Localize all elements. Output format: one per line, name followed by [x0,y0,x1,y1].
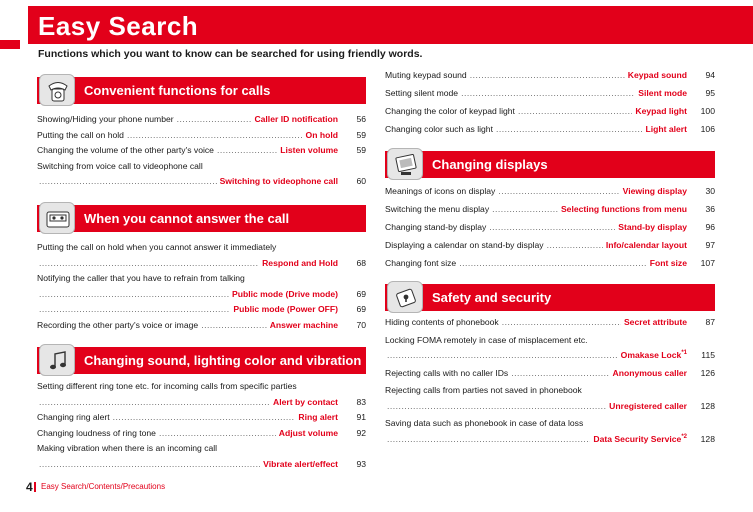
page-number: 70 [356,319,366,330]
section-title: When you cannot answer the call [84,211,290,226]
section-header [37,77,366,106]
function-link[interactable]: Info/calendar layout [605,240,687,250]
page-number: 69 [356,288,366,299]
entry-text: Changing the volume of the other party's voice [37,145,214,155]
section-calls [37,77,366,190]
list-item[interactable] [385,220,715,238]
entry-text: Notifying the caller that you have to refrain from talking [37,273,245,283]
entry-text: Making vibration when there is an incoming call [37,443,218,453]
function-link[interactable]: Anonymous caller [612,367,687,378]
entry-text: Switching the menu display [385,204,490,214]
entry-text: Putting the call on hold when you cannot answer it immediately [37,242,277,252]
page-number: 93 [356,458,366,469]
list-item[interactable] [37,159,366,190]
music-note-icon [39,344,75,376]
page-number: 59 [356,145,366,155]
entry-text: Setting silent mode [385,88,459,98]
list-item[interactable] [385,86,715,104]
page-number: 36 [705,204,715,214]
page-title: Easy Search [38,11,199,41]
function-link[interactable]: Listen volume [280,145,338,155]
function-link[interactable]: Public mode (Drive mode) [231,288,338,299]
entry-text: Putting the call on hold [37,129,124,140]
list-item[interactable] [385,238,715,256]
page-number-footer: 4 [26,480,33,494]
section-title: Safety and security [432,290,552,305]
list-item[interactable] [385,122,715,140]
page-number: 94 [705,70,715,80]
entry-text: Changing stand-by display [385,222,487,232]
page-number: 106 [700,124,715,134]
list-item[interactable] [37,128,366,144]
entry-text: Changing font size [385,258,457,268]
section-header [37,205,366,234]
list-item[interactable] [385,202,715,220]
page-number: 59 [356,129,366,140]
page-number: 100 [700,106,715,116]
list-item[interactable] [385,333,715,364]
list-item[interactable] [37,426,366,442]
entry-text: Saving data such as phonebook in case of data loss [385,418,584,428]
function-link[interactable]: Viewing display [622,186,687,196]
entry-text: Rejecting calls with no caller IDs [385,367,509,378]
list-item[interactable] [37,318,366,334]
list-item[interactable] [37,112,366,128]
function-link[interactable]: On hold [305,129,338,140]
list-item[interactable] [385,184,715,202]
list-item[interactable] [385,104,715,122]
page-number: 30 [705,186,715,196]
section-header [385,284,715,313]
entry-text: Meanings of icons on display [385,186,496,196]
answering-machine-icon [39,202,75,234]
page-number: 128 [700,433,715,444]
page-number: 56 [356,114,366,124]
list-item[interactable] [37,379,366,410]
list-item[interactable] [37,410,366,426]
function-link[interactable]: Keypad light [635,106,687,116]
list-item[interactable] [385,366,715,382]
function-link[interactable]: Omakase Lock$^{*1}$ [620,350,687,360]
page-number: 91 [356,412,366,422]
entry-text: Rejecting calls from parties not saved in phonebook [385,385,582,395]
entry-text: Changing the color of keypad light [385,106,515,116]
list-item[interactable] [37,271,366,318]
entry-text: Switching from voice call to videophone call [37,160,203,171]
entry-text: Displaying a calendar on stand-by display [385,240,544,250]
section-title: Changing sound, lighting color and vibration [84,353,362,368]
entry-text: Changing loudness of ring tone [37,427,156,438]
function-link[interactable]: Caller ID notification [254,114,338,124]
page-number: 115 [701,350,715,360]
key-lock-icon [387,281,423,313]
page-number: 68 [356,257,366,268]
section-title: Convenient functions for calls [84,83,271,98]
entry-text: Changing ring alert [37,412,110,422]
section-sound-continued [385,68,715,140]
page-number: 107 [700,258,715,268]
function-link[interactable]: Alert by contact [273,396,338,407]
section-title: Changing displays [432,157,548,172]
phone-handset-icon [39,74,75,106]
function-link[interactable]: Switching to videophone call [219,176,338,186]
page-number: 95 [705,88,715,98]
footnote-mark: *2 [681,433,687,440]
footer-breadcrumb[interactable]: Easy Search/Contents/Precautions [41,482,166,491]
page-number: 128 [700,400,715,411]
entry-text: Hiding contents of phonebook [385,317,499,327]
page-number: 60 [356,176,366,186]
page-number: 96 [705,222,715,232]
section-header [385,151,715,180]
section-security [385,284,715,447]
page-number: 92 [356,427,366,438]
section-cannot-answer [37,205,366,333]
list-item[interactable] [37,143,366,159]
footer-divider [34,482,36,492]
function-link[interactable]: Unregistered caller [609,400,687,411]
function-link[interactable]: Selecting functions from menu [560,204,687,214]
list-item[interactable] [385,315,715,331]
page-number: 87 [705,317,715,327]
function-link[interactable]: Answer machine [269,319,338,330]
list-item[interactable] [37,441,366,472]
page-number: 97 [705,240,715,250]
entry-text: Recording the other party's voice or image [37,319,199,330]
entry-text: Locking FOMA remotely in case of misplacement etc. [385,334,588,345]
function-link[interactable]: Public mode (Power OFF) [233,304,338,314]
function-link[interactable]: Adjust volume [278,427,338,438]
page-number: 126 [700,367,715,378]
entry-text: Setting different ring tone etc. for incoming calls from specific parties [37,381,297,391]
function-link[interactable]: Respond and Hold [262,257,338,268]
function-link[interactable]: Vibrate alert/effect [263,458,338,469]
list-item[interactable] [37,240,366,271]
function-link[interactable]: Silent mode [638,88,687,98]
entry-text: Muting keypad sound [385,70,467,80]
section-header [37,347,366,376]
page-number: 83 [356,396,366,407]
function-link[interactable]: Stand-by display [618,222,687,232]
function-link[interactable]: Font size [649,258,687,268]
section-sound [37,347,366,472]
list-item[interactable] [385,383,715,414]
display-screen-icon [387,148,423,180]
entry-text: Changing color such as light [385,124,493,134]
page-subtitle: Functions which you want to know can be searched for using friendly words. [38,48,423,60]
function-link[interactable]: Light alert [645,124,687,134]
list-item[interactable] [385,416,715,447]
function-link[interactable]: Keypad sound [627,70,687,80]
function-link[interactable]: Data Security Service$^{*2}$ [593,433,687,444]
list-item[interactable] [385,256,715,274]
entry-text: Showing/Hiding your phone number [37,114,174,124]
page-number: 69 [356,304,366,314]
function-link[interactable]: Secret attribute [623,317,687,327]
banner-tab [0,40,20,49]
section-displays [385,151,715,274]
list-item[interactable] [385,68,715,86]
footnote-mark: *1 [681,350,687,357]
function-link[interactable]: Ring alert [298,412,338,422]
